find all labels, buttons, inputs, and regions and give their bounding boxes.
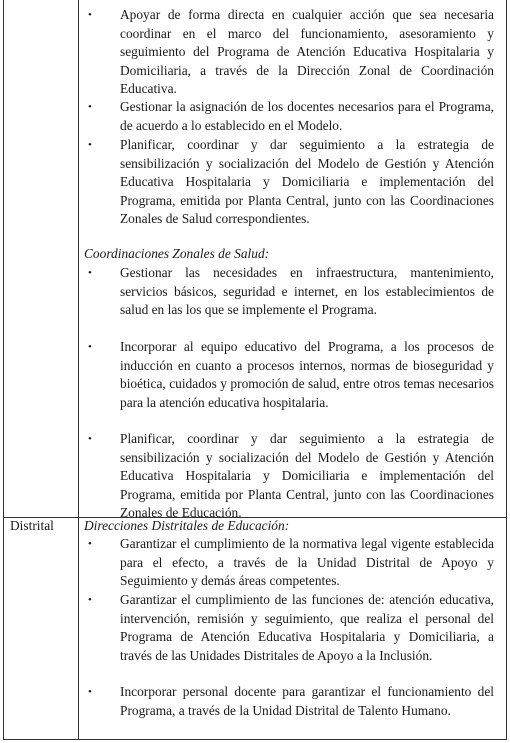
bullet-icon: • [88, 101, 92, 113]
bullet-icon: • [88, 594, 92, 606]
list-item: • Planificar, coordinar y dar seguimiento a la estrategia de sensibilización y socialización del Modelo de Gestión y Atención Educativa Hospitalaria y Domiciliaria e implementación del Programa, emitida por Planta Central, junto con las Coordinaciones Zonales de Educación. [88, 431, 494, 520]
bullet-icon: • [88, 341, 92, 353]
section-heading-salud: Coordinaciones Zonales de Salud: [84, 246, 270, 261]
column-divider [78, 0, 79, 739]
bullet-icon: • [88, 267, 92, 279]
list-item: • Planificar, coordinar y dar seguimiento a la estrategia de sensibilización y socialización del Modelo de Gestión y Atención Educativa Hospitalaria y Domiciliaria e implementación del Programa, emitida por Planta Central, junto con las Coordinaciones Zonales de Salud correspondientes. [88, 137, 494, 226]
list-item: • Gestionar la asignación de los docentes necesarios para el Programa, de acuerdo a lo establecido en el Modelo. [88, 99, 494, 133]
list-item: • Garantizar el cumplimiento de las funciones de: atención educativa, intervención, remisión y seguimiento, que realiza el personal del Programa de Atención Educativa Hospitalaria y Domiciliaria, a través de las Unidades Distritales de Apoyo a la Inclusión. [88, 592, 494, 663]
list-item: • Garantizar el cumplimiento de la normativa legal vigente establecida para el efecto, a través de la Unidad Distrital de Apoyo y Seguimiento y demás áreas competentes. [88, 536, 494, 588]
list-item: • Incorporar personal docente para garantizar el funcionamiento del Programa, a través de la Unidad Distrital de Talento Humano. [88, 684, 494, 718]
responsibilities-table [3, 0, 507, 740]
list-item: • Apoyar de forma directa en cualquier acción que sea necesaria coordinar en el marco del funcionamiento, asesoramiento y seguimiento del Programa de Atención Educativa Hospitalaria y Domiciliaria, a través de la Dirección Zonal de Coordinación Educativa. [88, 7, 494, 96]
bullet-icon: • [88, 139, 92, 151]
row-label-distrital: Distrital [10, 518, 54, 533]
bullet-icon: • [88, 9, 92, 21]
zonal-salud-list [84, 264, 494, 320]
bullet-icon: • [88, 433, 92, 445]
zonal-education-list [84, 6, 494, 99]
list-item: • Gestionar las necesidades en infraestructura, mantenimiento, servicios básicos, seguridad e internet, en los establecimientos de salud en las los que se implemente el Programa. [88, 265, 494, 317]
section-heading-distrital: Direcciones Distritales de Educación: [84, 518, 290, 533]
bullet-icon: • [88, 686, 92, 698]
distrital-list [84, 535, 494, 591]
bullet-icon: • [88, 538, 92, 550]
list-item: • Incorporar al equipo educativo del Programa, a los procesos de inducción en cuanto a procesos internos, normas de bioseguridad y bioética, cuidados y promoción de salud, entre otros temas necesarios para la atención educativa hospitalaria. [88, 339, 494, 410]
